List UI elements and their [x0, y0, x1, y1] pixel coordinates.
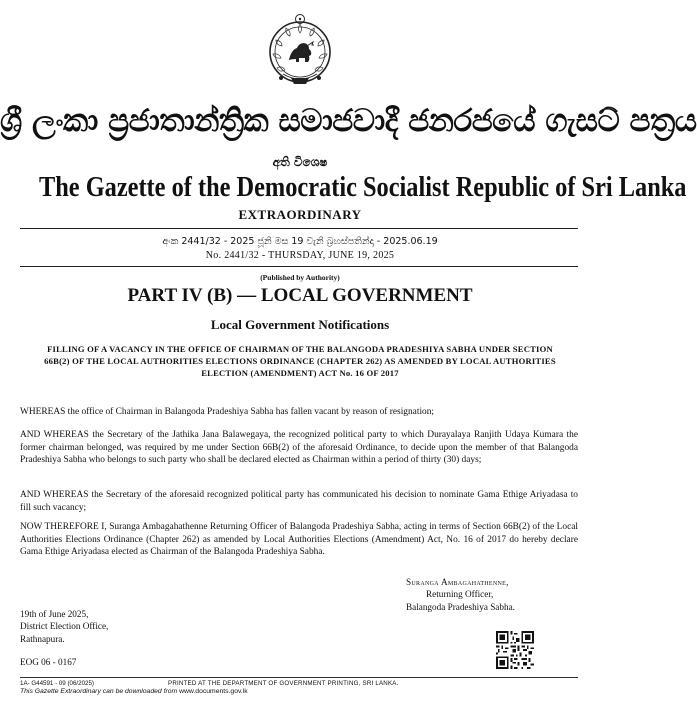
notice-date: 19th of June 2025,: [20, 609, 89, 619]
gazette-title-sinhala: ශ්‍රී ලංකා ප්‍රජාතාන්ත්‍රික සමාජවාදී ජනරජයේ ගැසට් පත්‍රය: [0, 103, 697, 139]
issue-line-english: No. 2441/32 - THURSDAY, JUNE 19, 2025: [205, 250, 395, 261]
signatory-name: Suranga Ambagahathenne,: [406, 577, 509, 587]
issue-line-sinhala: අංක 2441/32 - 2025 ජූනි මස 19 වැනි බ්‍රහස්පතින්දා - 2025.06.19: [162, 236, 438, 247]
published-by-authority: (Published by Authority): [260, 273, 340, 282]
footer-download-note: [20, 688, 248, 695]
notice-paragraph-3: AND WHEREAS the Secretary of the aforesaid recognized political party has communicated his decision to nominate Gama Ethige Ariyadasa to fill such vacancy;: [20, 490, 578, 513]
extraordinary-label: EXTRAORDINARY: [238, 207, 362, 222]
footer-divider: [20, 677, 578, 678]
date-block: [20, 608, 108, 645]
notice-place: Rathnapura.: [20, 633, 65, 644]
masthead-divider: [20, 228, 578, 229]
section-title: Local Government Notifications: [210, 317, 390, 332]
extraordinary-sinhala: අති විශෙෂ: [272, 155, 328, 169]
qr-code-icon: [496, 631, 534, 669]
reference-number: EOG 06 - 0167: [20, 657, 77, 667]
notice-paragraph-1: WHEREAS the office of Chairman in Balangoda Pradeshiya Sabha has fallen vacant by reason of resignation;: [20, 407, 435, 417]
signatory-role: Returning Officer,: [426, 589, 494, 600]
footer-code: 1A- G44591 - 09 (06/2025): [20, 680, 94, 687]
gazette-title-english: The Gazette of the Democratic Socialist Republic of Sri Lanka: [39, 172, 687, 203]
footer-printer: PRINTED AT THE DEPARTMENT OF GOVERNMENT PRINTING, SRI LANKA.: [168, 680, 399, 687]
part-title: PART IV (B) — LOCAL GOVERNMENT: [127, 285, 473, 306]
notice-heading: FILLING OF A VACANCY IN THE OFFICE OF CHAIRMAN OF THE BALANGODA PRADESHIYA SABHA UNDER SECTION 66B(2) OF THE LOCAL AUTHORITIES ELECTIONS ORDINANCE (CHAPTER 262) AS AMENDED BY LOCAL AUTHORITIES ELECTION (AMENDMENT) ACT No. 16 OF 2017: [44, 344, 556, 378]
sri-lanka-emblem-icon: [263, 12, 337, 90]
footer-download-url[interactable]: www.documents.gov.lk: [179, 688, 248, 695]
signature-block: [406, 576, 576, 613]
issue-divider: [20, 266, 578, 267]
notice-paragraph-4: NOW THEREFORE I, Suranga Ambagahathenne Returning Officer of Balangoda Pradeshiya Sabha, acting in terms of Section 66B(2) of the Local Authorities Elections Ordinance (Chapter 262) as amended by Local Authorities Elections (Amendment) Act, No. 16 of 2017 do hereby declare Gama Ethige Ariyadasa elected as Chairman of the Balangoda Pradeshiya Sabha.: [20, 522, 578, 558]
notice-paragraph-2: AND WHEREAS the Secretary of the Jathika Jana Balawegaya, the recognized political party to which Durayalaya Ranjith Udaya Kumara the former chairman belonged, was required by me under Section 66B(2) of the aforesaid Ordinance, to decide upon the member of that Balangoda Pradeshiya Sabha who belongs to such party who shall be declared elected as Chairman within a period of thirty (30) days;: [20, 430, 578, 466]
footer-download-prefix: This Gazette Extraordinary can be downloaded from: [20, 688, 178, 695]
notice-office: District Election Office,: [20, 621, 109, 632]
signatory-office: Balangoda Pradeshiya Sabha.: [406, 601, 515, 612]
